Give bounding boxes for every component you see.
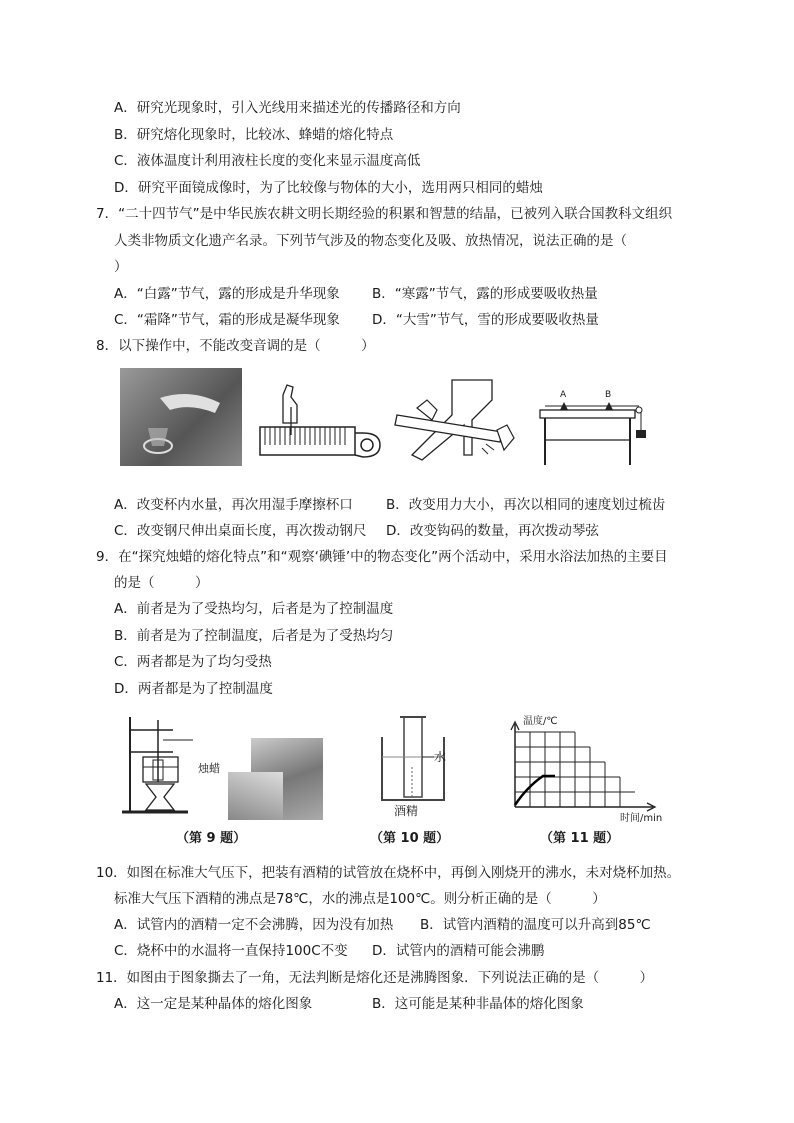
q7-option-d: D．“大雪”节气，雪的形成要吸收热量 xyxy=(372,312,599,328)
fig11-caption: （第 11 题） xyxy=(540,831,620,846)
q11-option-b: B．这可能是某种非晶体的熔化图象 xyxy=(372,996,584,1012)
fig10 xyxy=(372,712,462,824)
fig9 xyxy=(118,712,330,824)
q8-fig-comb xyxy=(255,375,385,467)
fig9-iodine-photo-2 xyxy=(228,772,283,820)
fig11-x-label: 时间/min xyxy=(620,813,663,824)
q8-fig-label-b: B xyxy=(605,390,612,400)
q10-stem-line1: 10．如图在标准大气压下，把装有酒精的试管放在烧杯中，再倒入刚烧开的沸水，未对烧杯加热。 xyxy=(96,865,681,881)
q10-option-a: A．试管内的酒精一定不会沸腾，因为没有加热 xyxy=(114,917,394,933)
q9-option-c: C．两者都是为了均匀受热 xyxy=(114,654,272,670)
q9-option-b: B．前者是为了控制温度，后者是为了受热均匀 xyxy=(114,628,394,644)
q7-stem-line1: 7．“二十四节气”是中华民族农耕文明长期经验的积累和智慧的结晶，已被列入联合国教科文组织 xyxy=(96,206,673,222)
fig9-label-wax: 烛蜡 xyxy=(198,762,220,775)
q8-option-c: C．改变钢尺伸出桌面长度，再次拨动钢尺 xyxy=(114,523,367,539)
fig11-y-label: 温度/℃ xyxy=(523,716,558,727)
q10-option-b: B．试管内酒精的温度可以升高到85℃ xyxy=(420,917,651,933)
q9-stem-line1: 9．在“探究烛蜡的熔化特点”和“观察‘碘锤’中的物态变化”两个活动中，采用水浴法加热的主要目 xyxy=(96,549,668,565)
q7-option-c: C．“霜降”节气，霜的形成是凝华现象 xyxy=(114,312,340,328)
q11-option-a: A．这一定是某种晶体的熔化图象 xyxy=(114,996,313,1012)
q6-option-a: A．研究光现象时，引入光线用来描述光的传播路径和方向 xyxy=(114,100,461,116)
q7-stem-line2: 人类非物质文化遗产名录。下列节气涉及的物态变化及吸、放热情况，说法正确的是（ xyxy=(114,233,627,249)
q10-option-d: D．试管内的酒精可能会沸鹏 xyxy=(372,943,545,959)
q10-stem-line2: 标准大气压下酒精的沸点是78℃，水的沸点是100℃。则分析正确的是（ ） xyxy=(114,891,606,907)
q10-option-c: C．烧杯中的水温将一直保持100C不变 xyxy=(114,943,348,959)
q8-option-d: D．改变钩码的数量，再次拨动琴弦 xyxy=(386,523,599,539)
q6-option-d: D．研究平面镜成像时，为了比较像与物体的大小，选用两只相同的蜡烛 xyxy=(114,180,543,196)
q8-fig-glass-photo xyxy=(120,368,242,466)
q7-option-a: A．“白露”节气，露的形成是升华现象 xyxy=(114,286,340,302)
fig10-label-water: 水 xyxy=(434,750,447,764)
q8-fig-string-table xyxy=(535,390,655,468)
fig11 xyxy=(505,712,675,824)
q11-stem: 11．如图由于图象撕去了一角，无法判断是熔化还是沸腾图象．下列说法正确的是（ ） xyxy=(96,970,654,986)
q7-option-b: B．“寒露”节气，露的形成要吸收热量 xyxy=(372,286,598,302)
q9-stem-line2: 的是（ ） xyxy=(114,575,209,591)
q8-fig-ruler xyxy=(392,370,522,465)
q6-option-b: B．研究熔化现象时，比较冰、蜂蜡的熔化特点 xyxy=(114,127,394,143)
q8-stem: 8．以下操作中，不能改变音调的是（ ） xyxy=(96,338,375,354)
fig10-caption: （第 10 题） xyxy=(370,831,450,846)
q8-option-b: B．改变用力大小，再次以相同的速度划过梳齿 xyxy=(386,497,666,513)
fig10-label-alcohol: 酒精 xyxy=(394,804,419,818)
q9-option-d: D．两者都是为了控制温度 xyxy=(114,681,273,697)
q8-fig-label-a: A xyxy=(560,390,567,400)
q6-option-c: C．液体温度计利用液柱长度的变化来显示温度高低 xyxy=(114,153,421,169)
fig9-caption: （第 9 题） xyxy=(176,831,247,846)
q8-option-a: A．改变杯内水量，再次用湿手摩擦杯口 xyxy=(114,497,353,513)
q7-stem-line3: ） xyxy=(114,259,128,275)
q9-option-a: A．前者是为了受热均匀，后者是为了控制温度 xyxy=(114,601,394,617)
